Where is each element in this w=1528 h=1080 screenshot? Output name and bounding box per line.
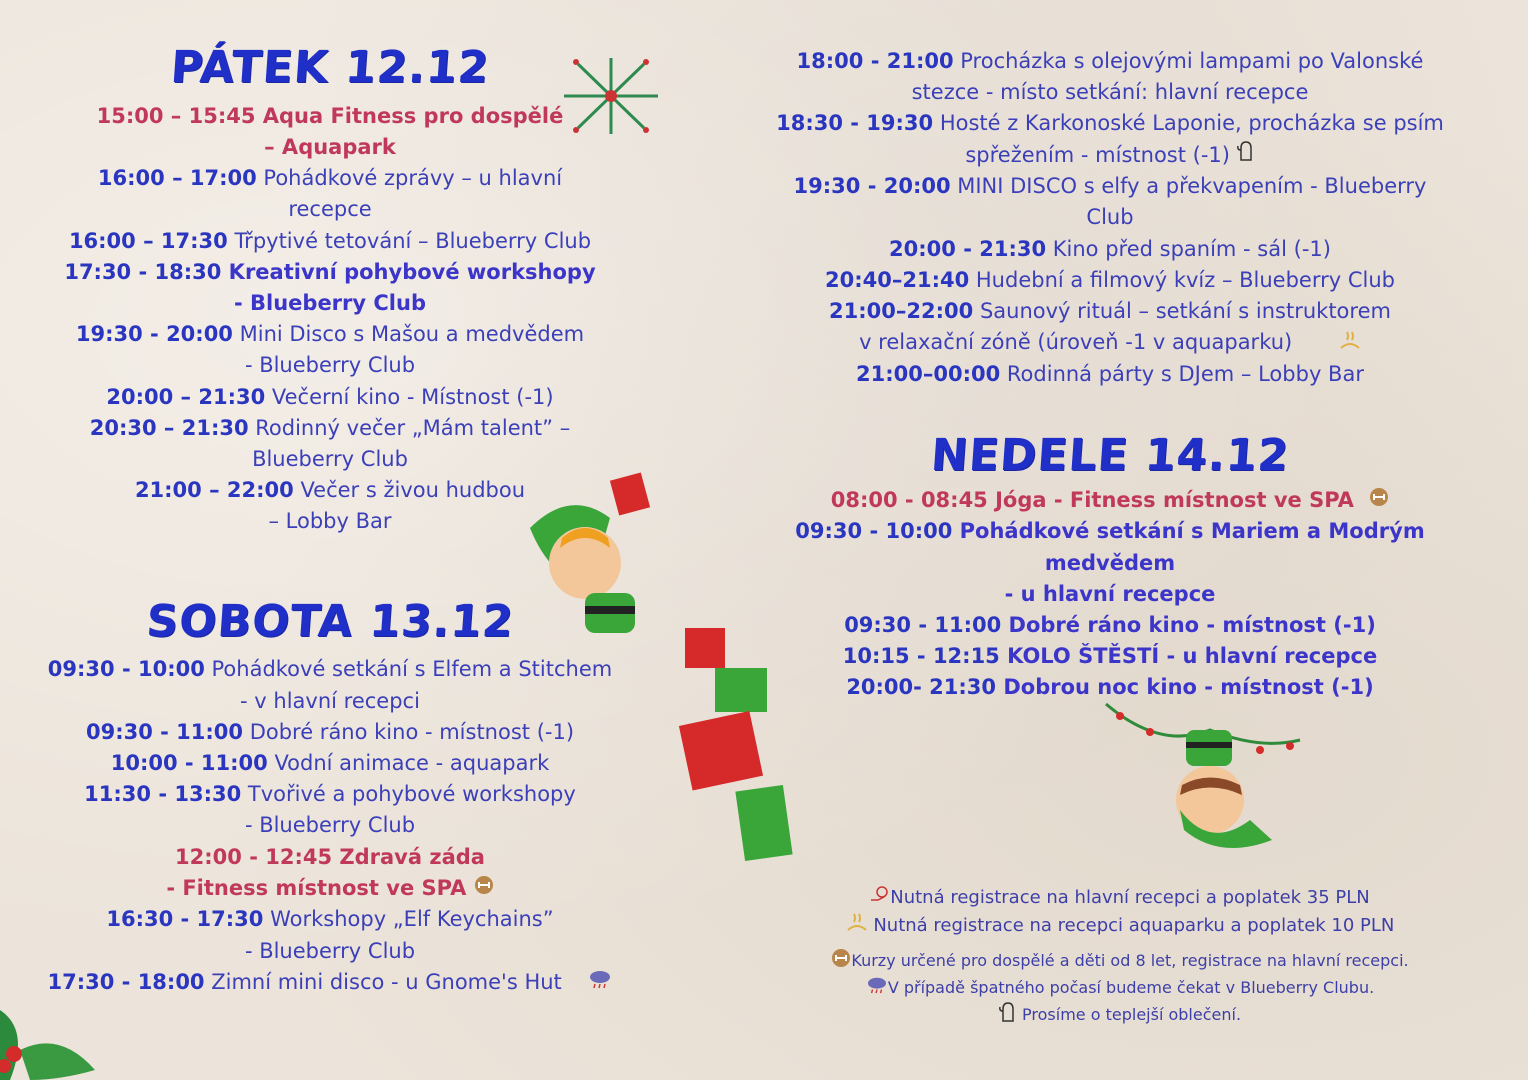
event-friday-7: 20:30 – 21:30 Rodinný večer „Mám talent” – Blueberry Club — [89, 415, 571, 472]
event-friday-4: 17:30 - 18:30 Kreativní pohybové workshopy - Blueberry Club — [64, 259, 596, 316]
event-friday-1: 15:00 – 15:45 Aqua Fitness pro dospělé – Aquapark — [96, 103, 564, 159]
event-sunday-2: 09:30 - 10:00 Pohádkové setkání s Mariem a Modrým medvědem - u hlavní recepce — [795, 519, 1425, 606]
hand-coin-icon — [870, 885, 890, 912]
event-saturday-5: 12:00 - 12:45 Zdravá záda - Fitness místnost ve SPA — [40, 842, 620, 905]
event-friday-5: 19:30 - 20:00 Mini Disco s Mašou a medvědem - Blueberry Club — [75, 322, 585, 378]
sauna-icon — [846, 912, 868, 940]
upside-down-elf-icon — [1100, 690, 1310, 850]
event-saturday-evening-4: 20:00 - 21:30 Kino před spaním - sál (-1) — [889, 236, 1331, 261]
event-sunday-4: 10:15 - 12:15 KOLO ŠTĚSTÍ - u hlavní recepce — [842, 644, 1378, 669]
event-saturday-evening-1: 18:00 - 21:00 Procházka s olejovými lampami po Valonské stezce - místo setkání: hlavní recepce — [796, 49, 1424, 105]
sunday-heading: NEDELE 14.12 — [929, 430, 1291, 482]
legend-clothes: Prosíme o teplejší oblečení. — [800, 1001, 1440, 1030]
fitness-icon — [474, 873, 494, 904]
friday-heading: PÁTEK 12.12 — [169, 42, 492, 93]
event-sunday-5: 20:00- 21:30 Dobrou noc kino - místnost (-1) — [846, 675, 1374, 700]
rain-cloud-icon — [588, 967, 612, 998]
event-saturday-3: 10:00 - 11:00 Vodní animace - aquapark — [110, 751, 550, 776]
legend — [800, 884, 1440, 1030]
mitten-icon — [1237, 140, 1255, 171]
right-column — [760, 46, 1460, 704]
legend-aqua-registration: Nutná registrace na recepci aquaparku a poplatek 10 PLN — [800, 912, 1440, 940]
event-saturday-evening-5: 20:40–21:40 Hudební a filmový kvíz – Blueberry Club — [825, 267, 1395, 292]
legend-weather: V případě špatného počasí budeme čekat v Blueberry Clubu. — [800, 975, 1440, 1001]
event-sunday-1: 08:00 - 08:45 Jóga - Fitness místnost ve SPA — [760, 485, 1460, 517]
event-sunday-3: 09:30 - 11:00 Dobré ráno kino - místnost (-1) — [844, 613, 1376, 638]
event-saturday-evening-2: 18:30 - 19:30 Hosté z Karkonoské Laponie, procházka se psím spřežením - místnost (-1) — [760, 108, 1460, 171]
legend-main-registration: Nutná registrace na hlavní recepci a poplatek 35 PLN — [800, 884, 1440, 912]
event-saturday-evening-7: 21:00–00:00 Rodinná párty s DJem – Lobby Bar — [856, 361, 1364, 386]
left-column — [40, 42, 620, 998]
mitten-icon — [999, 1001, 1017, 1030]
fitness-icon — [831, 948, 851, 975]
event-saturday-4: 11:30 - 13:30 Tvořivé a pohybové workshopy - Blueberry Club — [84, 782, 576, 838]
saturday-heading: SOBOTA 13.12 — [144, 595, 516, 647]
legend-courses: Kurzy určené pro dospělé a děti od 8 let, registrace na hlavní recepci. — [800, 948, 1440, 975]
event-saturday-evening-6: 21:00–22:00 Saunový rituál – setkání s instruktorem v relaxační zóně (úroveň -1 v aquaparku) — [760, 296, 1460, 359]
event-friday-8: 21:00 – 22:00 Večer s živou hudbou – Lobby Bar — [134, 478, 526, 534]
event-friday-3: 16:00 – 17:30 Třpytivé tetování – Blueberry Club — [68, 228, 592, 253]
sauna-icon — [1339, 328, 1361, 359]
rain-cloud-icon — [866, 976, 888, 1001]
event-friday-6: 20:00 – 21:30 Večerní kino - Místnost (-1) — [106, 384, 554, 409]
event-saturday-evening-3: 19:30 - 20:00 MINI DISCO s elfy a překvapením - Blueberry Club — [793, 174, 1427, 230]
event-saturday-7: 17:30 - 18:00 Zimní mini disco - u Gnome's Hut — [40, 967, 620, 999]
event-friday-2: 16:00 – 17:00 Pohádkové zprávy – u hlavní recepce — [97, 166, 563, 222]
event-saturday-6: 16:30 - 17:30 Workshopy „Elf Keychains” - Blueberry Club — [106, 907, 554, 963]
event-saturday-1: 09:30 - 10:00 Pohádkové setkání s Elfem a Stitchem - v hlavní recepci — [47, 657, 613, 713]
fitness-icon — [1369, 485, 1389, 516]
event-saturday-2: 09:30 - 11:00 Dobré ráno kino - místnost (-1) — [85, 719, 575, 744]
